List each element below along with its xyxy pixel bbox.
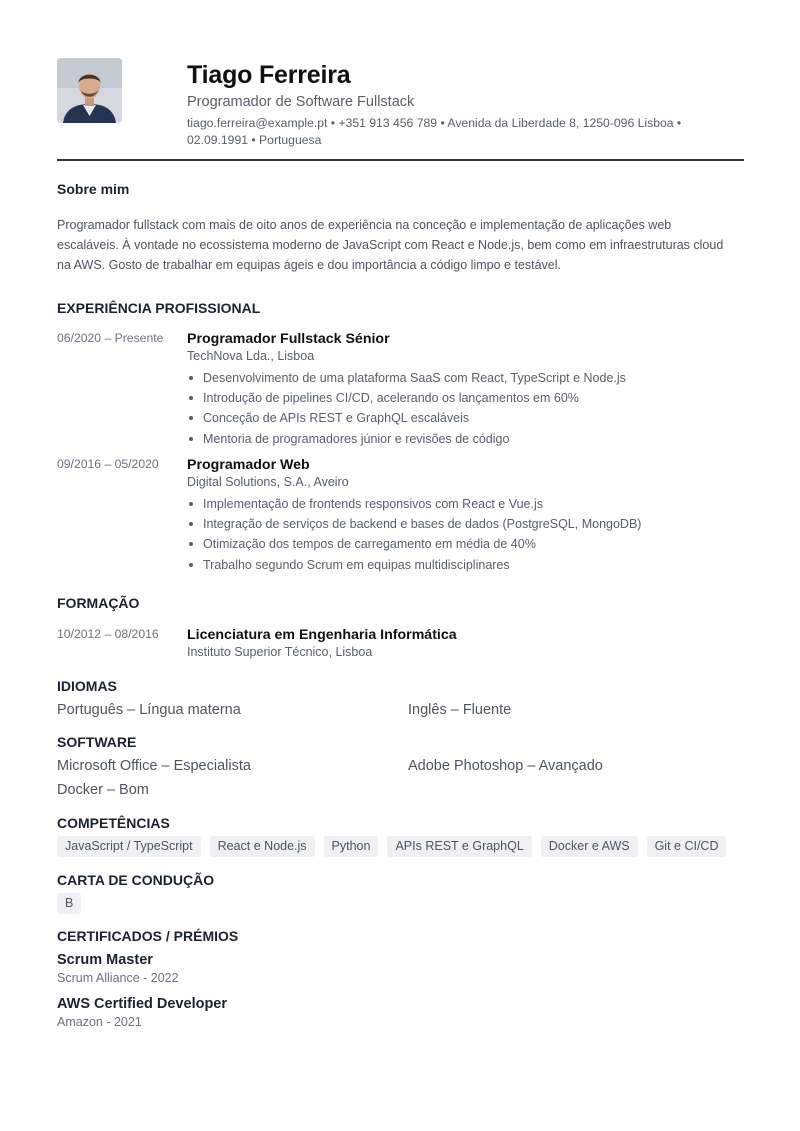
certificate-meta: Amazon - 2021 bbox=[57, 1015, 142, 1029]
certificate-name: Scrum Master bbox=[57, 952, 153, 968]
bullet-item: Desenvolvimento de uma plataforma SaaS com React, TypeScript e Node.js bbox=[187, 368, 744, 388]
candidate-role: Programador de Software Fullstack bbox=[187, 94, 415, 110]
experience-bullets bbox=[187, 368, 744, 449]
education-title: Licenciatura em Engenharia Informática bbox=[187, 627, 457, 643]
education-date: 10/2012 – 08/2016 bbox=[57, 627, 159, 641]
license-list bbox=[57, 893, 81, 914]
skill-chip: Git e CI/CD bbox=[647, 836, 727, 857]
section-title-certificates: CERTIFICADOS / PRÉMIOS bbox=[57, 928, 239, 944]
language-item: Inglês – Fluente bbox=[408, 702, 512, 718]
experience-title: Programador Fullstack Sénior bbox=[187, 331, 390, 347]
experience-date: 06/2020 – Presente bbox=[57, 331, 164, 345]
skill-chip: React e Node.js bbox=[210, 836, 315, 857]
contact-line: tiago.ferreira@example.pt • +351 913 456 789 • Avenida da Liberdade 8, 1250-096 Lisboa • bbox=[187, 116, 682, 130]
section-title-software: SOFTWARE bbox=[57, 734, 137, 750]
skill-chip: Docker e AWS bbox=[541, 836, 638, 857]
bullet-item: Introdução de pipelines CI/CD, acelerando os lançamentos em 60% bbox=[187, 388, 744, 408]
section-title-experience: EXPERIÊNCIA PROFISSIONAL bbox=[57, 300, 261, 316]
certificate-meta: Scrum Alliance - 2022 bbox=[57, 971, 179, 985]
candidate-name: Tiago Ferreira bbox=[187, 61, 351, 89]
bullet-item: Conceção de APIs REST e GraphQL escaláveis bbox=[187, 408, 744, 428]
section-title-driving-license: CARTA DE CONDUÇÃO bbox=[57, 872, 215, 888]
bullet-item: Otimização dos tempos de carregamento em média de 40% bbox=[187, 534, 744, 554]
language-item: Português – Língua materna bbox=[57, 702, 241, 718]
person-portrait-icon bbox=[57, 58, 122, 123]
section-title-about: Sobre mim bbox=[57, 181, 130, 197]
profile-photo bbox=[57, 58, 122, 123]
software-item: Microsoft Office – Especialista bbox=[57, 758, 251, 774]
skill-chip: APIs REST e GraphQL bbox=[387, 836, 531, 857]
skill-chip: Python bbox=[324, 836, 379, 857]
contact-line: 02.09.1991 • Portuguesa bbox=[187, 132, 322, 147]
identity-block bbox=[187, 58, 744, 148]
about-text: Programador fullstack com mais de oito anos de experiência na conceção e implementação de aplicações web escaláveis. À vontade no ecossistema moderno de JavaScript com React e Node.js, bem como em infraestruturas cloud na AWS. Gosto de trabalhar em equipas ágeis e dou importância a código limpo e testável. bbox=[57, 218, 724, 272]
section-title-skills: COMPETÊNCIAS bbox=[57, 815, 170, 831]
experience-bullets bbox=[187, 494, 744, 575]
software-item: Docker – Bom bbox=[57, 782, 149, 798]
bullet-item: Implementação de frontends responsivos com React e Vue.js bbox=[187, 494, 744, 514]
experience-company: Digital Solutions, S.A., Aveiro bbox=[187, 475, 349, 489]
experience-company: TechNova Lda., Lisboa bbox=[187, 349, 315, 363]
certificate-name: AWS Certified Developer bbox=[57, 996, 228, 1012]
experience-title: Programador Web bbox=[187, 457, 310, 473]
experience-date: 09/2016 – 05/2020 bbox=[57, 457, 159, 471]
skill-chip: JavaScript / TypeScript bbox=[57, 836, 201, 857]
contact-info bbox=[187, 115, 744, 148]
software-item: Adobe Photoshop – Avançado bbox=[408, 758, 603, 774]
education-school: Instituto Superior Técnico, Lisboa bbox=[187, 645, 373, 659]
bullet-item: Integração de serviços de backend e bases de dados (PostgreSQL, MongoDB) bbox=[187, 514, 744, 534]
bullet-item: Trabalho segundo Scrum em equipas multidisciplinares bbox=[187, 555, 744, 575]
license-chip: B bbox=[57, 893, 81, 914]
resume-header bbox=[57, 58, 744, 161]
section-title-languages: IDIOMAS bbox=[57, 678, 117, 694]
bullet-item: Mentoria de programadores júnior e revisões de código bbox=[187, 429, 744, 449]
skills-list bbox=[57, 836, 726, 857]
section-title-education: FORMAÇÃO bbox=[57, 595, 140, 611]
